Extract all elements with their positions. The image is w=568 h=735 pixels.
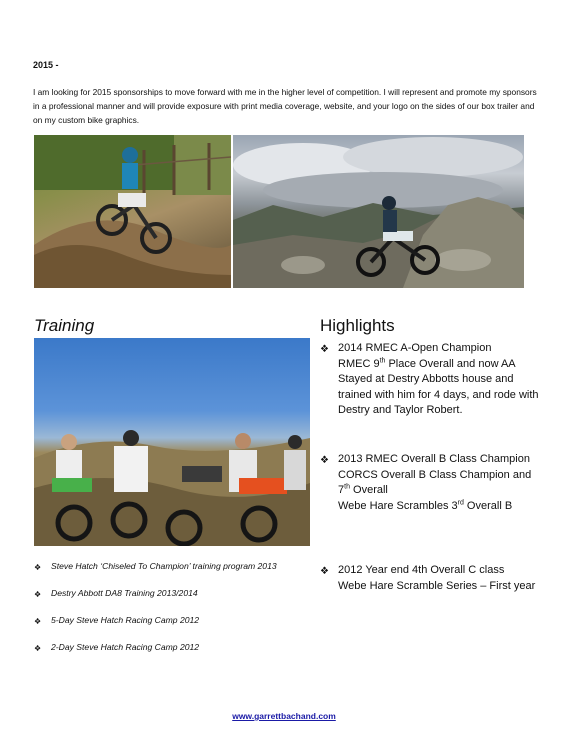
highlight-line: 2014 RMEC A-Open Champion [338,342,492,354]
highlights-list [320,341,550,419]
training-item: ❖ 5-Day Steve Hatch Racing Camp 2012 [34,615,200,626]
highlight-item-2014 [320,341,550,419]
diamond-bullet-icon: ❖ [34,590,42,599]
highlight-line: Webe Hare Scramble Series – First year [338,579,536,592]
training-list-2 [34,588,309,600]
highlight-line: 2013 RMEC Overall B Class Champion [338,453,530,465]
highlight-line: Stayed at Destry Abbotts house and trained with him for 4 days, and rode with Destry and Taylor Robert. [338,373,539,416]
highlights-list-2012 [320,563,550,594]
training-list [34,561,309,573]
year-heading: 2015 - [33,60,59,70]
highlight-line: 7th Overall [338,483,388,496]
diamond-bullet-icon: ❖ [34,563,42,572]
training-item: ❖ Destry Abbott DA8 Training 2013/2014 [34,588,198,599]
highlight-line: Webe Hare Scrambles 3rd Overall B [338,498,513,512]
diamond-bullet-icon: ❖ [34,617,42,626]
diamond-bullet-icon: ❖ [34,644,42,653]
mountain-summit-photo [233,135,524,288]
training-heading: Training [34,316,95,335]
highlight-line: 2012 Year end 4th Overall C class [338,564,505,576]
trail-riding-photo [34,135,231,288]
diamond-bullet-icon: ❖ [320,344,329,355]
highlight-item-2013 [320,452,550,514]
highlights-heading: Highlights [320,316,395,335]
training-list-4 [34,642,309,654]
training-item: ❖ Steve Hatch ‘Chiseled To Champion’ training program 2013 [34,561,277,572]
website-link[interactable]: www.garrettbachand.com [232,711,336,721]
diamond-bullet-icon: ❖ [320,566,329,577]
training-item: ❖ 2-Day Steve Hatch Racing Camp 2012 [34,642,200,653]
training-list-3 [34,615,309,627]
highlight-line: CORCS Overall B Class Champion and [338,468,532,481]
highlight-line: RMEC 9th Place Overall and now AA [338,356,516,370]
highlight-item-2012 [320,563,550,594]
group-riders-photo [34,338,310,546]
intro-paragraph: I am looking for 2015 sponsorships to move forward with me in the higher level of competition. I will represent and promote my sponsors in a professional manner and will provide exposure with print media coverage, website, and your logo on the sides of our box trailer and on my custom bike graphics. [33,87,537,126]
highlights-list-2013 [320,452,550,514]
diamond-bullet-icon: ❖ [320,455,329,466]
